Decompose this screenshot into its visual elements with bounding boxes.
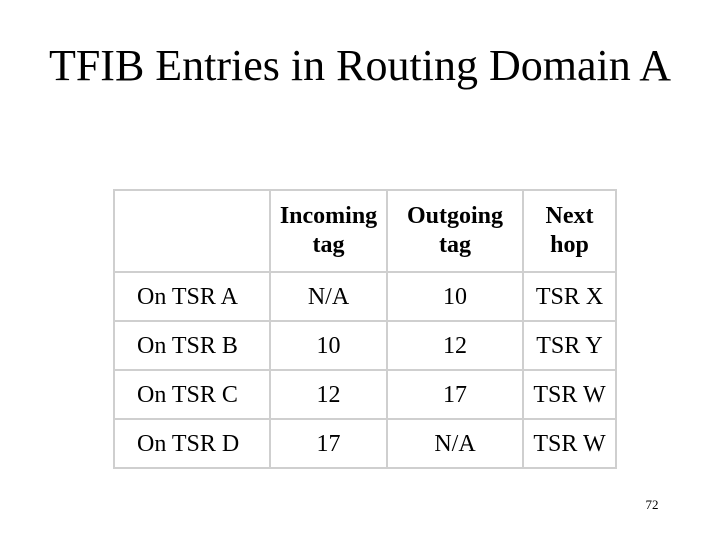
- outgoing-tag-cell: 12: [387, 321, 523, 370]
- header-line: Next: [545, 203, 594, 229]
- incoming-tag-cell: 17: [270, 419, 387, 468]
- incoming-tag-cell: 10: [270, 321, 387, 370]
- header-next-hop: [523, 190, 616, 272]
- table-row: [114, 321, 616, 370]
- table-row: [114, 370, 616, 419]
- page-number: 72: [645, 497, 659, 512]
- row-label: On TSR C: [114, 370, 270, 419]
- table-header-row: [114, 190, 616, 272]
- incoming-tag-cell: N/A: [270, 272, 387, 321]
- row-label: On TSR B: [114, 321, 270, 370]
- next-hop-cell: TSR W: [523, 419, 616, 468]
- outgoing-tag-cell: N/A: [387, 419, 523, 468]
- next-hop-cell: TSR Y: [523, 321, 616, 370]
- table-row: [114, 419, 616, 468]
- tfib-table: [113, 189, 617, 469]
- header-line: tag: [312, 232, 345, 258]
- row-label: On TSR A: [114, 272, 270, 321]
- header-line: hop: [550, 232, 589, 258]
- next-hop-cell: TSR W: [523, 370, 616, 419]
- header-line: Incoming: [279, 203, 378, 229]
- corner-cell: [114, 190, 270, 272]
- header-outgoing-tag: [387, 190, 523, 272]
- table-row: [114, 272, 616, 321]
- row-label: On TSR D: [114, 419, 270, 468]
- header-line: tag: [439, 232, 471, 258]
- outgoing-tag-cell: 17: [387, 370, 523, 419]
- header-line: Outgoing: [406, 203, 504, 229]
- next-hop-cell: TSR X: [523, 272, 616, 321]
- header-incoming-tag: [270, 190, 387, 272]
- incoming-tag-cell: 12: [270, 370, 387, 419]
- outgoing-tag-cell: 10: [387, 272, 523, 321]
- slide-title: TFIB Entries in Routing Domain A: [48, 41, 672, 90]
